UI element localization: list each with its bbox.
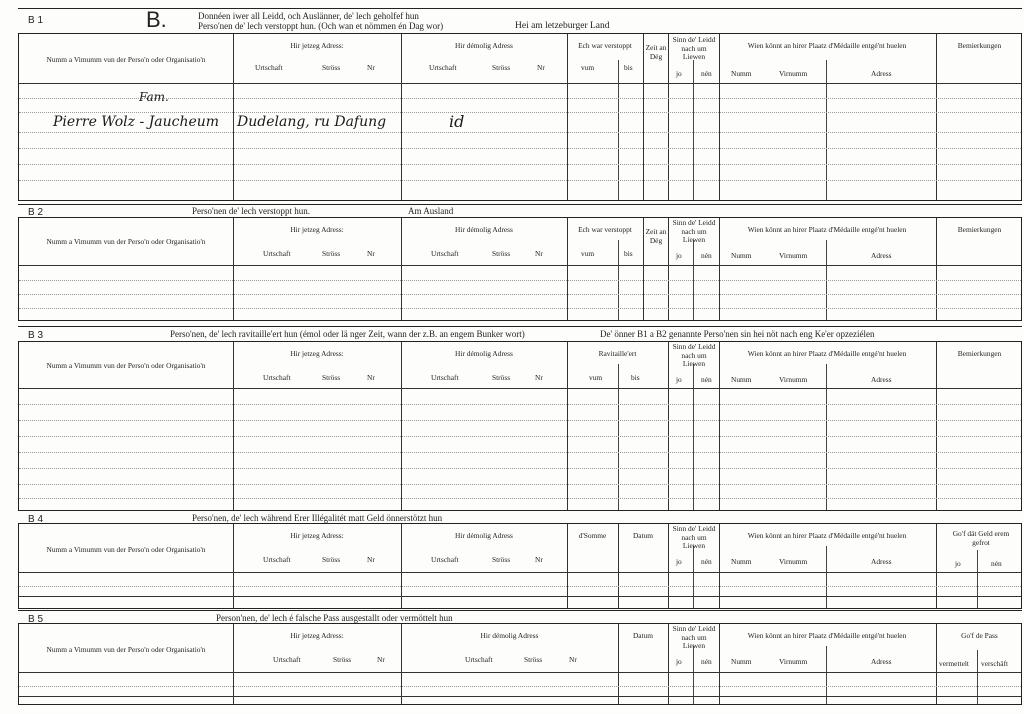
sub-street: Ströss [322, 63, 341, 72]
header-name: Numm a Vimumm vun der Perso'n oder Organisatio'n [46, 55, 206, 64]
sub-to: bis [624, 63, 633, 72]
section-id: B 4 [28, 514, 44, 525]
section-id: B 5 [28, 614, 44, 625]
section-title: Perso'nen, de' lech ravitaille'ert hun (émol oder lä nger Zeit, wann der z.B. an engem Bunker wort) [170, 329, 525, 339]
header-hidden: Ech war verstoppt [578, 225, 632, 234]
sub-address: Adress [871, 657, 892, 666]
sub-yes: jo [676, 557, 682, 566]
sub-town: Urtschaft [273, 655, 301, 664]
header-now-address: Hir jetzeg Adress: [290, 631, 344, 640]
sub-name: Numm [731, 375, 752, 384]
header-name: Numm a Vimumm vun der Perso'n oder Organisatio'n [46, 237, 206, 246]
sub-nr: Nr [367, 249, 375, 258]
sub-address: Adress [871, 375, 892, 384]
header-money-returned: Go'f dät Geld erem gefrot [952, 529, 1010, 547]
sub-procured: verschäft [981, 659, 1009, 668]
sub-street: Ströss [524, 655, 543, 664]
sub-from: vum [581, 249, 595, 258]
header-medal: Wien könnt an hirer Plaatz d'Médaille entgé'nt huelen [747, 225, 907, 234]
sub-town: Urtschaft [431, 555, 459, 564]
header-name: Numm a Vimumm vun der Perso'n oder Organisatio'n [46, 361, 206, 370]
sub-brokered: vermettelt [939, 659, 969, 668]
sub-to: bis [631, 373, 640, 382]
handwritten-id: id [449, 112, 465, 131]
header-date: Datum [632, 531, 654, 540]
header-time: Zeit an Dég [645, 43, 667, 61]
sub-street: Ströss [492, 63, 511, 72]
section-id: B 3 [28, 330, 44, 341]
sub-no: nén [991, 559, 1002, 568]
sub-nr: Nr [367, 373, 375, 382]
sub-street: Ströss [322, 555, 341, 564]
sub-firstname: Virnumm [779, 557, 808, 566]
sub-name: Numm [731, 251, 752, 260]
sub-firstname: Virnumm [779, 657, 808, 666]
header-now-address: Hir jetzeg Adress: [290, 225, 344, 234]
sub-no: nén [701, 251, 712, 260]
sub-nr: Nr [377, 655, 385, 664]
section-title-where: Hei am letzeburger Land [515, 21, 610, 31]
sub-town: Urtschaft [263, 249, 291, 258]
handwritten-name: Pierre Wolz - Jaucheum [53, 114, 220, 130]
sub-town: Urtschaft [431, 373, 459, 382]
header-alive: Sinn de' Leidd nach um Liewen [672, 342, 716, 369]
sub-yes: jo [676, 657, 682, 666]
sub-street: Ströss [492, 249, 511, 258]
table-b4 [18, 523, 1022, 609]
header-medal: Wien könnt an hirer Plaatz d'Médaille entgé'nt huelen [747, 631, 907, 640]
header-now-address: Hir jetzeg Adress: [290, 531, 344, 540]
section-letter: B. [146, 7, 167, 32]
table-b3 [18, 341, 1022, 511]
header-name: Numm a Vimumm vun der Perso'n oder Organisatio'n [46, 545, 206, 554]
sub-firstname: Virnumm [779, 375, 808, 384]
header-now-address: Hir jetzeg Adress: [290, 41, 344, 50]
section-title: Person'nen, de' lech é falsche Pass ausgestallt oder vermöttelt hun [216, 613, 453, 623]
header-medal: Wien könnt an hirer Plaatz d'Médaille entgé'nt huelen [747, 349, 907, 358]
section-id: B 2 [28, 207, 44, 218]
header-then-address: Hir démolig Adress [480, 631, 539, 640]
sub-street: Ströss [492, 555, 511, 564]
sub-name: Numm [731, 657, 752, 666]
sub-nr: Nr [367, 63, 375, 72]
table-b2 [18, 217, 1022, 321]
sub-to: bis [624, 249, 633, 258]
sub-town: Urtschaft [429, 63, 457, 72]
sub-nr: Nr [535, 249, 543, 258]
header-supplied: Ravitaille'ert [598, 349, 637, 358]
sub-town: Urtschaft [465, 655, 493, 664]
sub-nr: Nr [367, 555, 375, 564]
sub-address: Adress [871, 251, 892, 260]
handwritten-fam: Fam. [139, 90, 169, 104]
handwritten-town: Dudelang, ru Dafung [237, 114, 387, 130]
header-alive: Sinn de' Leidd nach um Liewen [672, 624, 716, 651]
sub-nr: Nr [535, 373, 543, 382]
header-notes: Bemierkungen [957, 41, 1002, 50]
sub-no: nén [701, 69, 712, 78]
sub-nr: Nr [535, 555, 543, 564]
section-title-note: De' önner B1 a B2 genannte Perso'nen sin hei nöt nach eng Ke'er opzeziélen [600, 329, 875, 339]
sub-street: Ströss [333, 655, 352, 664]
sub-nr: Nr [537, 63, 545, 72]
sub-town: Urtschaft [431, 249, 459, 258]
section-title: Perso'nen, de' lech während Erer Illégalitét matt Geld önnerstötzt hun [192, 513, 443, 523]
sub-nr: Nr [569, 655, 577, 664]
sub-yes: jo [676, 69, 682, 78]
section-id: B 1 [28, 15, 44, 26]
sub-address: Adress [871, 557, 892, 566]
header-then-address: Hir démolig Adress [455, 225, 513, 234]
section-b4 [18, 510, 1022, 609]
section-b1 [18, 8, 1022, 205]
sub-firstname: Virnumm [779, 69, 808, 78]
sub-yes: jo [955, 559, 961, 568]
header-hidden: Ech war verstoppt [578, 41, 632, 50]
header-then-address: Hir démolig Adress [455, 41, 513, 50]
header-passport: Go'f de Pass [961, 631, 998, 640]
header-notes: Bemierkungen [957, 349, 1002, 358]
header-time: Zeit an Dég [645, 227, 667, 245]
sub-name: Numm [731, 557, 752, 566]
header-name: Numm a Vimumm vun der Perso'n oder Organisatio'n [46, 645, 206, 654]
section-title-where: Am Ausland [408, 206, 454, 216]
header-now-address: Hir jetzeg Adress: [290, 349, 344, 358]
section-b5 [18, 610, 1022, 709]
section-b3 [18, 326, 1022, 511]
sub-address: Adress [871, 69, 892, 78]
sub-street: Ströss [492, 373, 511, 382]
sub-no: nén [701, 557, 712, 566]
sub-name: Numm [731, 69, 752, 78]
sub-town: Urtschaft [255, 63, 283, 72]
section-title: Perso'nen de' lech verstoppt hun. [192, 206, 310, 216]
table-b5 [18, 623, 1022, 705]
header-notes: Bemierkungen [957, 225, 1002, 234]
header-alive: Sinn de' Leidd nach um Liewen [672, 218, 716, 245]
sub-no: nén [701, 657, 712, 666]
sub-yes: jo [676, 251, 682, 260]
sub-street: Ströss [322, 373, 341, 382]
header-medal: Wien könnt an hirer Plaatz d'Médaille entgé'nt huelen [747, 41, 907, 50]
sub-yes: jo [676, 375, 682, 384]
header-alive: Sinn de' Leidd nach um Liewen [672, 524, 716, 551]
sub-firstname: Virnumm [779, 251, 808, 260]
header-medal: Wien könnt an hirer Plaatz d'Médaille entgé'nt huelen [747, 531, 907, 540]
header-alive: Sinn de' Leidd nach um Liewen [672, 35, 716, 62]
header-then-address: Hir démolig Adress [455, 531, 513, 540]
header-sum: d'Somme [578, 531, 607, 540]
sub-from: vum [589, 373, 603, 382]
section-title-line1: Donnéen iwer all Leidd, och Auslänner, de' lech geholfef hun [198, 11, 419, 21]
section-b2 [18, 204, 1022, 323]
table-b1 [18, 33, 1022, 201]
sub-from: vum [581, 63, 595, 72]
sub-town: Urtschaft [263, 373, 291, 382]
sub-street: Ströss [322, 249, 341, 258]
sub-no: nén [701, 375, 712, 384]
section-title-line2: Perso'nen de' lech verstoppt hun. (Och wan et nömmen én Dag wor) [198, 21, 444, 31]
header-date: Datum [632, 631, 654, 640]
sub-town: Urtschaft [263, 555, 291, 564]
header-then-address: Hir démolig Adress [455, 349, 513, 358]
